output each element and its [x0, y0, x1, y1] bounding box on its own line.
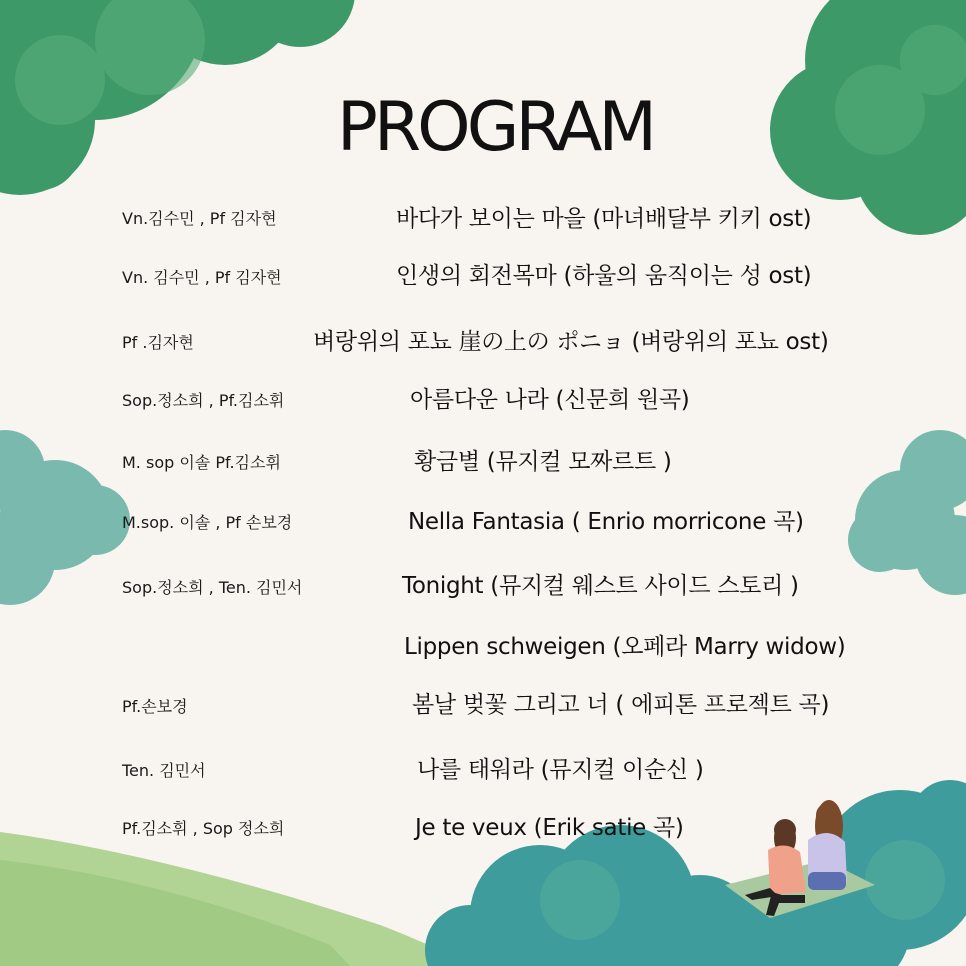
performer: Ten. 김민서 [122, 761, 206, 780]
performer: Pf.손보경 [122, 697, 188, 716]
performer: Sop.정소희 , Pf.김소휘 [122, 391, 285, 410]
piece: 아름다운 나라 (신문희 원곡) [410, 387, 690, 413]
performer: Pf.김소휘 , Sop 정소희 [122, 819, 285, 838]
left-mid-foliage [0, 430, 130, 605]
page-title: PROGRAM [336, 88, 654, 167]
performer: M.sop. 이솔 , Pf 손보경 [122, 513, 293, 532]
performer: Pf .김자현 [122, 333, 194, 352]
piece: Je te veux (Erik satie 곡) [415, 815, 684, 841]
piece: 벼랑위의 포뇨 崖の上の ポニョ (벼랑위의 포뇨 ost) [313, 329, 829, 355]
performer: M. sop 이솔 Pf.김소휘 [122, 453, 281, 472]
piece: 인생의 회전목마 (하울의 움직이는 성 ost) [396, 263, 812, 289]
piece: Tonight (뮤지컬 웨스트 사이드 스토리 ) [402, 573, 799, 599]
piece: 봄날 벚꽃 그리고 너 ( 에피톤 프로젝트 곡) [412, 692, 830, 718]
performer: Sop.정소희 , Ten. 김민서 [122, 578, 303, 597]
right-mid-foliage [848, 430, 966, 595]
piece: Lippen schweigen (오페라 Marry widow) [404, 634, 846, 660]
piece: Nella Fantasia ( Enrio morricone 곡) [408, 509, 804, 535]
performer: Vn. 김수민 , Pf 김자현 [122, 268, 282, 287]
performer: Vn.김수민 , Pf 김자현 [122, 209, 277, 228]
piece: 황금별 (뮤지컬 모짜르트 ) [414, 449, 672, 475]
piece: 바다가 보이는 마을 (마녀배달부 키키 ost) [396, 206, 812, 232]
piece: 나를 태워라 (뮤지컬 이순신 ) [417, 757, 704, 783]
